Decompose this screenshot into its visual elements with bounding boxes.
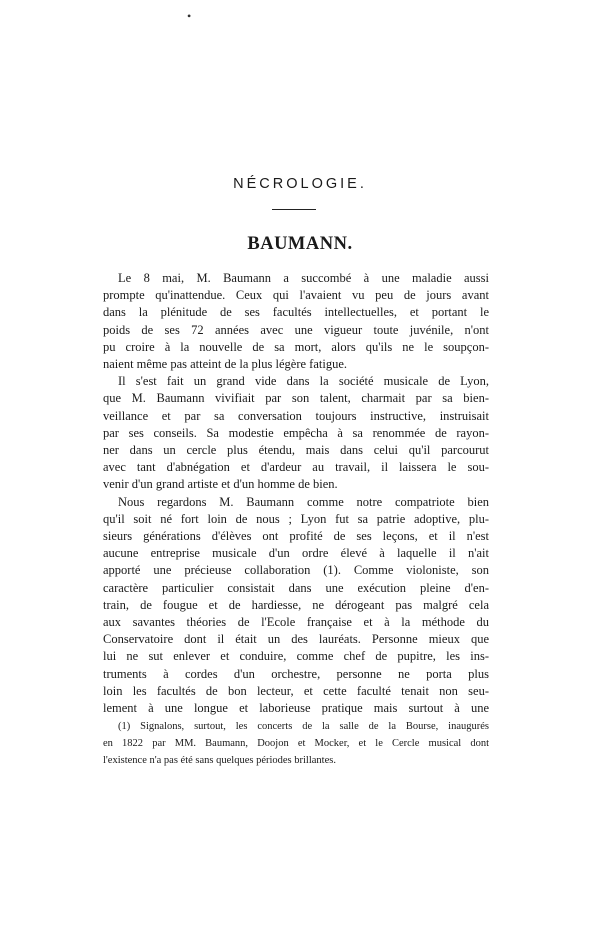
text-line: par ses conseils. Sa modestie empêcha à sa renommée de rayon- [103,425,489,440]
text-line: qu'il soit né fort loin de nous ; Lyon fut sa patrie adoptive, plu- [103,511,489,526]
title-divider [272,209,316,210]
text-line: que M. Baumann vivifiait par son talent, charmait par sa bien- [103,391,489,406]
text-line: Il s'est fait un grand vide dans la société musicale de Lyon, [118,374,489,389]
text-line: prompte qu'inattendue. Ceux qui l'avaient vu peu de jours avant [103,288,489,303]
paragraph-1 [103,270,489,373]
paragraph-2 [103,373,489,493]
text-line: train, de fougue et de hardiesse, ne dérogeant pas malgré cela [103,597,489,612]
footnote-line: l'existence n'a pas été sans quelques périodes brillantes. [103,755,336,766]
text-line: naient même pas atteint de la plus légère fatigue. [103,357,348,372]
text-line: dans la plénitude de ses facultés intellectuelles, et portant le [103,305,489,320]
text-line: Conservatoire dont il était un des lauréats. Personne mieux que [103,632,489,647]
article-body [103,270,489,717]
text-line: venir d'un grand artiste et d'un homme de bien. [103,477,338,492]
footnote-line: en 1822 par MM. Baumann, Doojon et Mocker, et le Cercle musical dont [103,738,489,749]
text-line: lui ne sut enlever et conduire, comme chef de pupitre, les ins- [103,649,489,664]
text-line: Nous regardons M. Baumann comme notre compatriote bien [118,494,489,509]
printer-mark: • [187,9,192,23]
text-line: Le 8 mai, M. Baumann a succombé à une maladie aussi [118,271,489,285]
text-line: lement à une longue et laborieuse pratique mais surtout à une [103,701,489,716]
footnote [103,718,489,769]
article-title: BAUMANN. [247,234,353,254]
text-line: ner dans un cercle plus étendu, mais dans celui qu'il parcourut [103,443,489,458]
text-line: truments à cordes d'un orchestre, personne ne porta plus [103,666,489,681]
text-line: loin les facultés de bon lecteur, et cette faculté tenait non seu- [103,683,489,698]
text-line: aucune entreprise musicale d'un ordre élevé à laquelle il n'ait [103,546,489,561]
text-line: veillance et par sa conversation toujours instructive, instruisait [103,408,489,423]
section-title: NÉCROLOGIE. [233,176,367,192]
text-line: avec tant d'abnégation et d'ardeur au travail, il laissera le sou- [103,460,489,475]
text-line: apporté une précieuse collaboration (1). Comme violoniste, son [103,563,489,578]
text-line: aux savantes théories de l'Ecole française et à la méthode du [103,615,489,630]
text-line: poids de ses 72 années avec une vigueur toute juvénile, n'ont [103,322,489,337]
footnote-line: (1) Signalons, surtout, les concerts de la salle de la Bourse, inaugurés [118,721,489,732]
text-line: sieurs générations d'élèves ont profité de ses leçons, et il n'est [103,529,489,544]
text-line: caractère particulier consistait dans une exécution pleine d'en- [103,580,489,595]
paragraph-3 [103,494,489,718]
text-line: pu croire à la nouvelle de sa mort, alors qu'ils ne le soupçon- [103,339,489,354]
